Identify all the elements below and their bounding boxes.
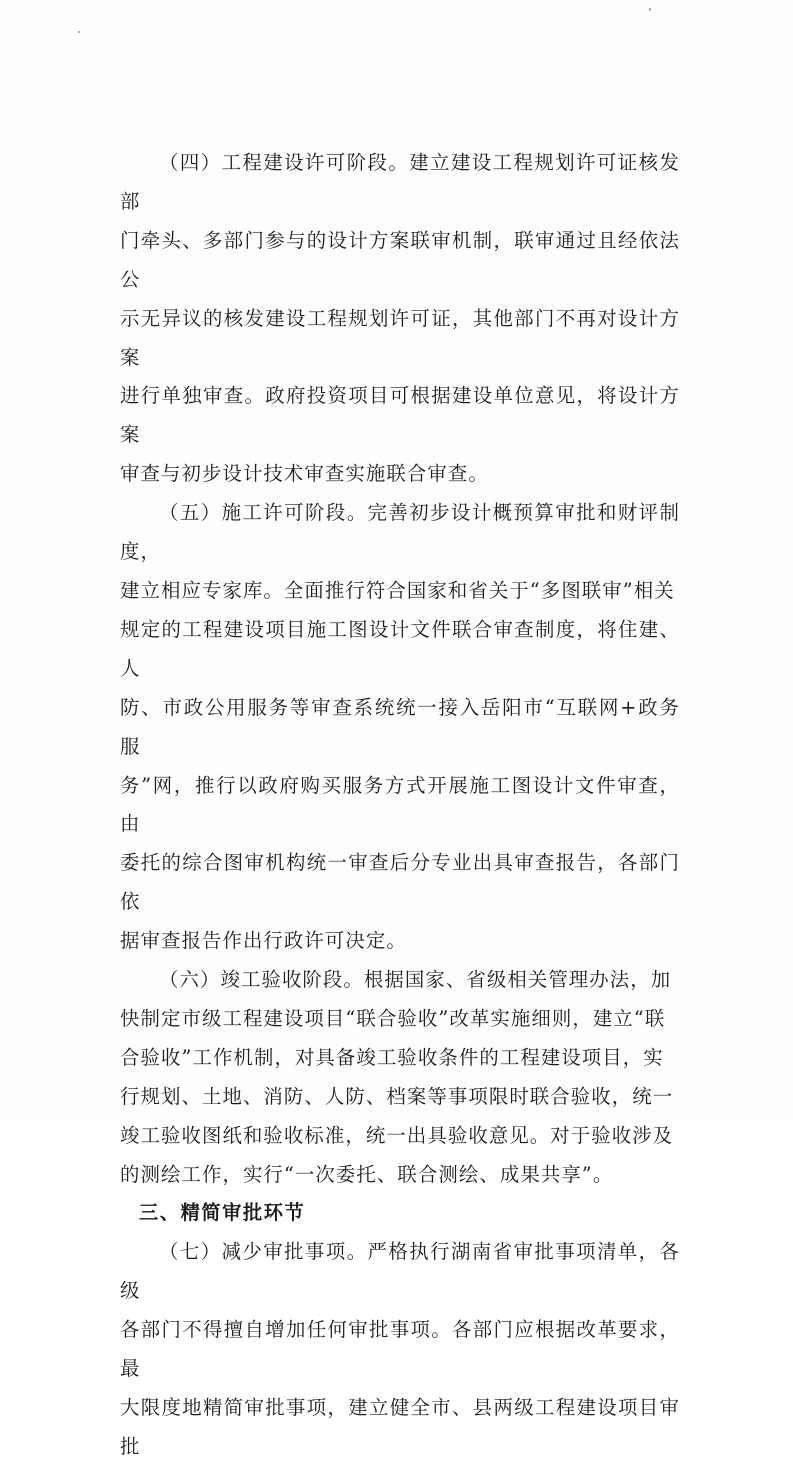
paragraph-stage-6: （六）竣工验收阶段。根据国家、省级相关管理办法，加 快制定市级工程建设项目“联合验收”改革实施细则，建立“联 合验收”工作机制，对具备竣工验收条件的工程建设项目，实 行规划、土地、消防、人防、档案等事项限时联合验收，统一 竣工验收图纸和验收标准，统一出具验收意见。对于验收涉及 的测绘工作，实行“一次委托、联合测绘、成果共享”。 — [120, 968, 674, 1186]
paragraph-item-7: （七）减少审批事项。严格执行湖南省审批事项清单，各级 各部门不得擅自增加任何审批事项。各部门应根据改革要求，最 大限度地精简审批事项，建立健全市、县两级工程建设项目审批 — [120, 1240, 680, 1458]
paragraph-stage-4: （四）工程建设许可阶段。建立建设工程规划许可证核发部 门牵头、多部门参与的设计方案联审机制，联审通过且经依法公 示无异议的核发建设工程规划许可证，其他部门不再对设计方案 进行单独审查。政府投资项目可根据建设单位意见，将设计方案 审查与初步设计技术审查实施联合审查。 — [120, 151, 680, 486]
paragraph-stage-5: （五）施工许可阶段。完善初步设计概预算审批和财评制度， 建立相应专家库。全面推行符合国家和省关于“多图联审”相关 规定的工程建设项目施工图设计文件联合审查制度，将住建、人 防、市政公用服务等审查系统统一接入岳阳市“互联网+政务服 务”网，推行以政府购买服务方式开展施工图设计文件审查，由 委托的综合图审机构统一审查后分专业出具审查报告，各部门依 据审查报告作出行政许可决定。 — [120, 501, 680, 953]
scan-speck — [78, 31, 80, 33]
document-body — [120, 144, 680, 1467]
section-heading: 三、精简审批环节 — [139, 1201, 306, 1225]
scan-speck — [649, 8, 651, 11]
